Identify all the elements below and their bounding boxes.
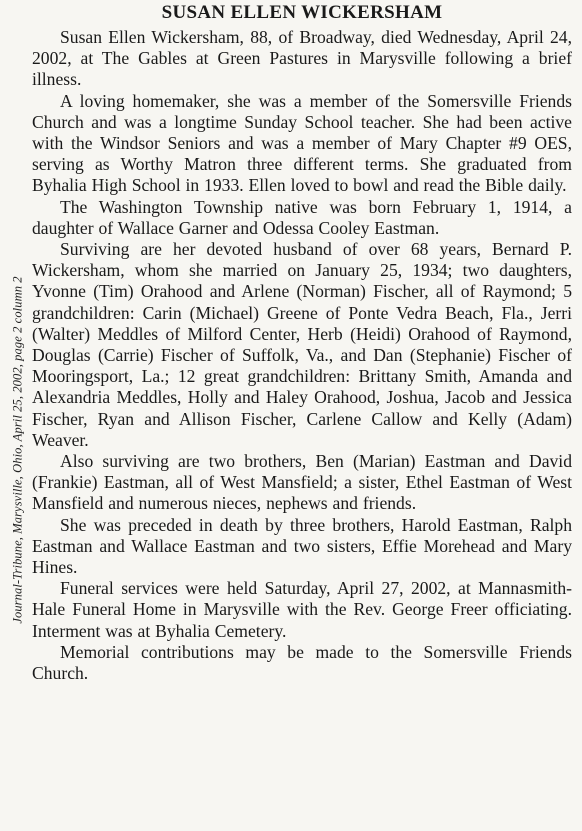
obituary-headline: SUSAN ELLEN WICKERSHAM xyxy=(161,2,443,23)
paragraph-memorial: Memorial contributions may be made to the Somersville Friends Church. xyxy=(32,641,572,684)
source-caption: Journal-Tribune, Marysville, Ohio, April 25, 2002, page 2 column 2 xyxy=(10,276,25,624)
paragraph-birth: The Washington Township native was born February 1, 1914, a daughter of Wallace Garner and Odessa Cooley Eastman. xyxy=(32,196,572,238)
paragraph-preceded: She was preceded in death by three brothers, Harold Eastman, Ralph Eastman and Wallace Eastman and two sisters, Effie Morehead and Mary Hines. xyxy=(32,514,572,578)
paragraph-survivors: Surviving are her devoted husband of over 68 years, Bernard P. Wickersham, whom she married on January 25, 1934; two daughters, Yvonne (Tim) Orahood and Arlene (Norman) Fischer, all of Raymond; 5 grandchildren: Carin (Michael) Greene of Ponte Vedra Beach, Fla., Jerri (Walter) Meddles of Milford Center, Herb (Heidi) Orahood of Raymond, Douglas (Carrie) Fischer of Suffolk, Va., and Dan (Stephanie) Fischer of Mooringsport, La.; 12 great grandchildren: Brittany Smith, Amanda and Alexandria Meddles, Holly and Haley Orahood, Joshua, Jacob and Jessica Fischer, Ryan and Allison Fischer, Carlene Callow and Kelly (Adam) Weaver. xyxy=(32,239,572,450)
paragraph-funeral: Funeral services were held Saturday, April 27, 2002, at Mannasmith-Hale Funeral Home in Marysville with the Rev. George Freer officiating. Interment was at Byhalia Cemetery. xyxy=(32,578,572,641)
paragraph-death-notice: Susan Ellen Wickersham, 88, of Broadway, died Wednesday, April 24, 2002, at The Gables at Green Pastures in Marysville following a brief illness. xyxy=(32,27,572,90)
paragraph-biography: A loving homemaker, she was a member of the Somersville Friends Church and was a longtime Sunday School teacher. She had been active with the Windsor Seniors and was a member of Mary Chapter #9 OES, serving as Worthy Matron three different terms. She graduated from Byhalia High School in 1933. Ellen loved to bowl and read the Bible daily. xyxy=(32,90,572,196)
obituary-column xyxy=(32,2,572,684)
paragraph-siblings: Also surviving are two brothers, Ben (Marian) Eastman and David (Frankie) Eastman, all of West Mansfield; a sister, Ethel Eastman of West Mansfield and numerous nieces, nephews and friends. xyxy=(32,451,572,514)
